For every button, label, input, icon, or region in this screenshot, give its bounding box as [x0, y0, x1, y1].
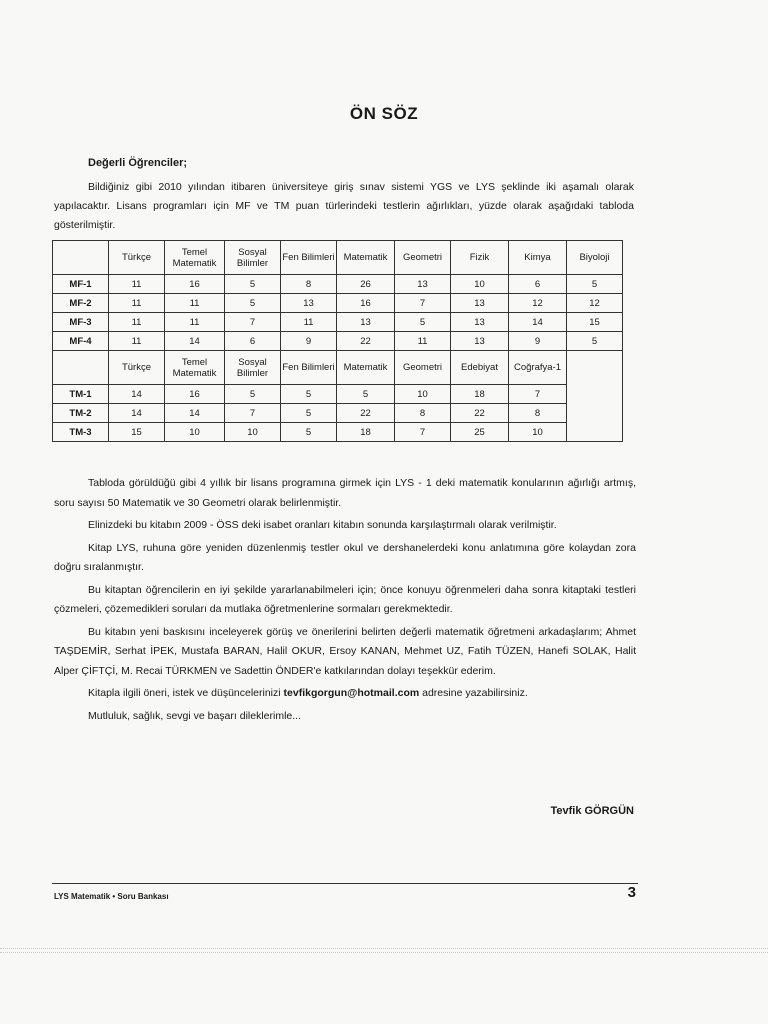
column-header: Matematik: [337, 351, 395, 385]
body-text: [54, 474, 636, 729]
table-cell: 14: [109, 385, 165, 404]
table-cell: 13: [451, 332, 509, 351]
table-cell: 5: [567, 332, 623, 351]
paragraph: Kitap LYS, ruhuna göre yeniden düzenlenmiş testler okul ve dershanelerdeki konu anlatımına göre kolaydan zora doğru sıralanmıştır.: [54, 541, 636, 573]
row-label: MF-4: [53, 332, 109, 351]
table-row: [53, 385, 623, 404]
scan-dotted-line: [0, 952, 768, 953]
column-header: Kimya: [509, 241, 567, 275]
table-cell: 16: [337, 294, 395, 313]
table-cell: 15: [109, 423, 165, 442]
table-cell: 5: [281, 404, 337, 423]
empty-column-cell: [567, 351, 623, 442]
table-corner-cell: [53, 241, 109, 275]
column-header: Fizik: [451, 241, 509, 275]
table-cell: 22: [451, 404, 509, 423]
table-cell: 10: [225, 423, 281, 442]
table-row: [53, 332, 623, 351]
table-cell: 8: [395, 404, 451, 423]
table-header-row: [53, 241, 623, 275]
column-header: Matematik: [337, 241, 395, 275]
paragraph: Bu kitaptan öğrencilerin en iyi şekilde yararlanabilmeleri için; önce konuyu öğrenmeleri daha sonra kitaptaki testleri çözmeleri, çözemedikleri soruları da mutlaka öğretmenlerine sormaları gerekmektedir.: [54, 583, 636, 615]
table-cell: 7: [225, 404, 281, 423]
contact-suffix: adresine yazabilirsiniz.: [422, 687, 528, 699]
table-row: [53, 294, 623, 313]
email-link[interactable]: tevfikgorgun@hotmail.com: [283, 687, 420, 699]
table-cell: 13: [337, 313, 395, 332]
table-cell: 5: [225, 294, 281, 313]
table-cell: 5: [281, 423, 337, 442]
table-cell: 22: [337, 332, 395, 351]
signature: Tevfik GÖRGÜN: [550, 805, 634, 817]
table-cell: 13: [395, 275, 451, 294]
column-header: Fen Bilimleri: [281, 351, 337, 385]
footer-divider: [52, 883, 638, 884]
paragraph: Mutluluk, sağlık, sevgi ve başarı dileklerimle...: [88, 709, 301, 722]
table-cell: 10: [509, 423, 567, 442]
footer-book-title: LYS Matematik • Soru Bankası: [54, 892, 169, 901]
column-header: Edebiyat: [451, 351, 509, 385]
table-cell: 15: [567, 313, 623, 332]
table-cell: 18: [337, 423, 395, 442]
row-label: TM-2: [53, 404, 109, 423]
weights-table: [52, 240, 623, 442]
table-row: [53, 275, 623, 294]
paragraph: Elinizdeki bu kitabın 2009 - ÖSS deki isabet oranları kitabın sonunda karşılaştırmalı olarak verilmiştir.: [88, 519, 557, 531]
table-cell: 14: [165, 404, 225, 423]
table-corner-cell: [53, 351, 109, 385]
row-label: MF-3: [53, 313, 109, 332]
table-cell: 26: [337, 275, 395, 294]
table-cell: 5: [225, 385, 281, 404]
table-cell: 5: [225, 275, 281, 294]
column-header: Biyoloji: [567, 241, 623, 275]
column-header: Temel Matematik: [165, 241, 225, 275]
greeting: Değerli Öğrenciler;: [88, 157, 188, 169]
paragraph: Bu kitabın yeni baskısını inceleyerek görüş ve önerilerini belirten değerli matematik öğretmeni arkadaşlarım; Ahmet TAŞDEMİR, Serhat İPEK, Mustafa BARAN, Halil OKUR, Ersoy KANAN, Mehmet UZ, Fatih TÜZEN, Hanefi SOLAK, Halit Alper ÇİFTÇİ, M. Recai TÜRKMEN ve Sadettin ÖNDER'e katkılarından dolayı teşekkür ederim.: [54, 625, 636, 677]
table-cell: 11: [165, 294, 225, 313]
table-cell: 10: [451, 275, 509, 294]
paragraph: Tabloda görüldüğü gibi 4 yıllık bir lisans programına girmek için LYS - 1 deki matematik konularının ağırlığı artmış, soru sayısı 50 Matematik ve 30 Geometri olarak belirlenmiştir.: [54, 477, 636, 509]
intro-text: Bildiğiniz gibi 2010 yılından itibaren üniversiteye giriş sınav sistemi YGS ve LYS şeklinde iki aşamalı olarak yapılacaktır. Lisans programları için MF ve TM puan türlerindeki testlerin ağırlıkları, yüzde olarak aşağıdaki tabloda gösterilmiştir.: [54, 181, 634, 231]
row-label: TM-3: [53, 423, 109, 442]
column-header: Coğrafya-1: [509, 351, 567, 385]
table-cell: 9: [509, 332, 567, 351]
table-cell: 11: [395, 332, 451, 351]
table-cell: 11: [109, 275, 165, 294]
table-cell: 5: [337, 385, 395, 404]
column-header: Türkçe: [109, 241, 165, 275]
table-cell: 16: [165, 385, 225, 404]
table-cell: 6: [225, 332, 281, 351]
column-header: Sosyal Bilimler: [225, 351, 281, 385]
contact-prefix: Kitapla ilgili öneri, istek ve düşüncelerinizi: [88, 687, 281, 699]
table-cell: 18: [451, 385, 509, 404]
table-row: [53, 423, 623, 442]
table-cell: 6: [509, 275, 567, 294]
table-cell: 10: [165, 423, 225, 442]
column-header: Fen Bilimleri: [281, 241, 337, 275]
table-cell: 14: [109, 404, 165, 423]
table-cell: 12: [509, 294, 567, 313]
column-header: Geometri: [395, 351, 451, 385]
table-cell: 7: [395, 423, 451, 442]
table-cell: 14: [165, 332, 225, 351]
table-cell: 7: [509, 385, 567, 404]
table-cell: 9: [281, 332, 337, 351]
table-cell: 5: [395, 313, 451, 332]
page-number: 3: [627, 884, 636, 901]
table-cell: 22: [337, 404, 395, 423]
table-cell: 5: [281, 385, 337, 404]
table-cell: 13: [451, 313, 509, 332]
scan-dotted-line: [0, 948, 768, 949]
table-cell: 14: [509, 313, 567, 332]
table-row: [53, 313, 623, 332]
table-cell: 7: [225, 313, 281, 332]
contact-paragraph: [54, 684, 636, 704]
table-cell: 11: [281, 313, 337, 332]
row-label: MF-1: [53, 275, 109, 294]
row-label: MF-2: [53, 294, 109, 313]
page-title: ÖN SÖZ: [349, 104, 419, 123]
intro-paragraph: [54, 178, 634, 235]
column-header: Sosyal Bilimler: [225, 241, 281, 275]
table-row: [53, 404, 623, 423]
table-cell: 13: [281, 294, 337, 313]
table-cell: 8: [509, 404, 567, 423]
table-cell: 5: [567, 275, 623, 294]
table-header-row: [53, 351, 623, 385]
table-cell: 11: [109, 313, 165, 332]
column-header: Geometri: [395, 241, 451, 275]
row-label: TM-1: [53, 385, 109, 404]
table-cell: 8: [281, 275, 337, 294]
table-cell: 10: [395, 385, 451, 404]
table-cell: 11: [109, 332, 165, 351]
table-cell: 13: [451, 294, 509, 313]
table-cell: 7: [395, 294, 451, 313]
column-header: Temel Matematik: [165, 351, 225, 385]
table-cell: 25: [451, 423, 509, 442]
table-cell: 11: [109, 294, 165, 313]
table-cell: 12: [567, 294, 623, 313]
table-cell: 16: [165, 275, 225, 294]
table-cell: 11: [165, 313, 225, 332]
column-header: Türkçe: [109, 351, 165, 385]
